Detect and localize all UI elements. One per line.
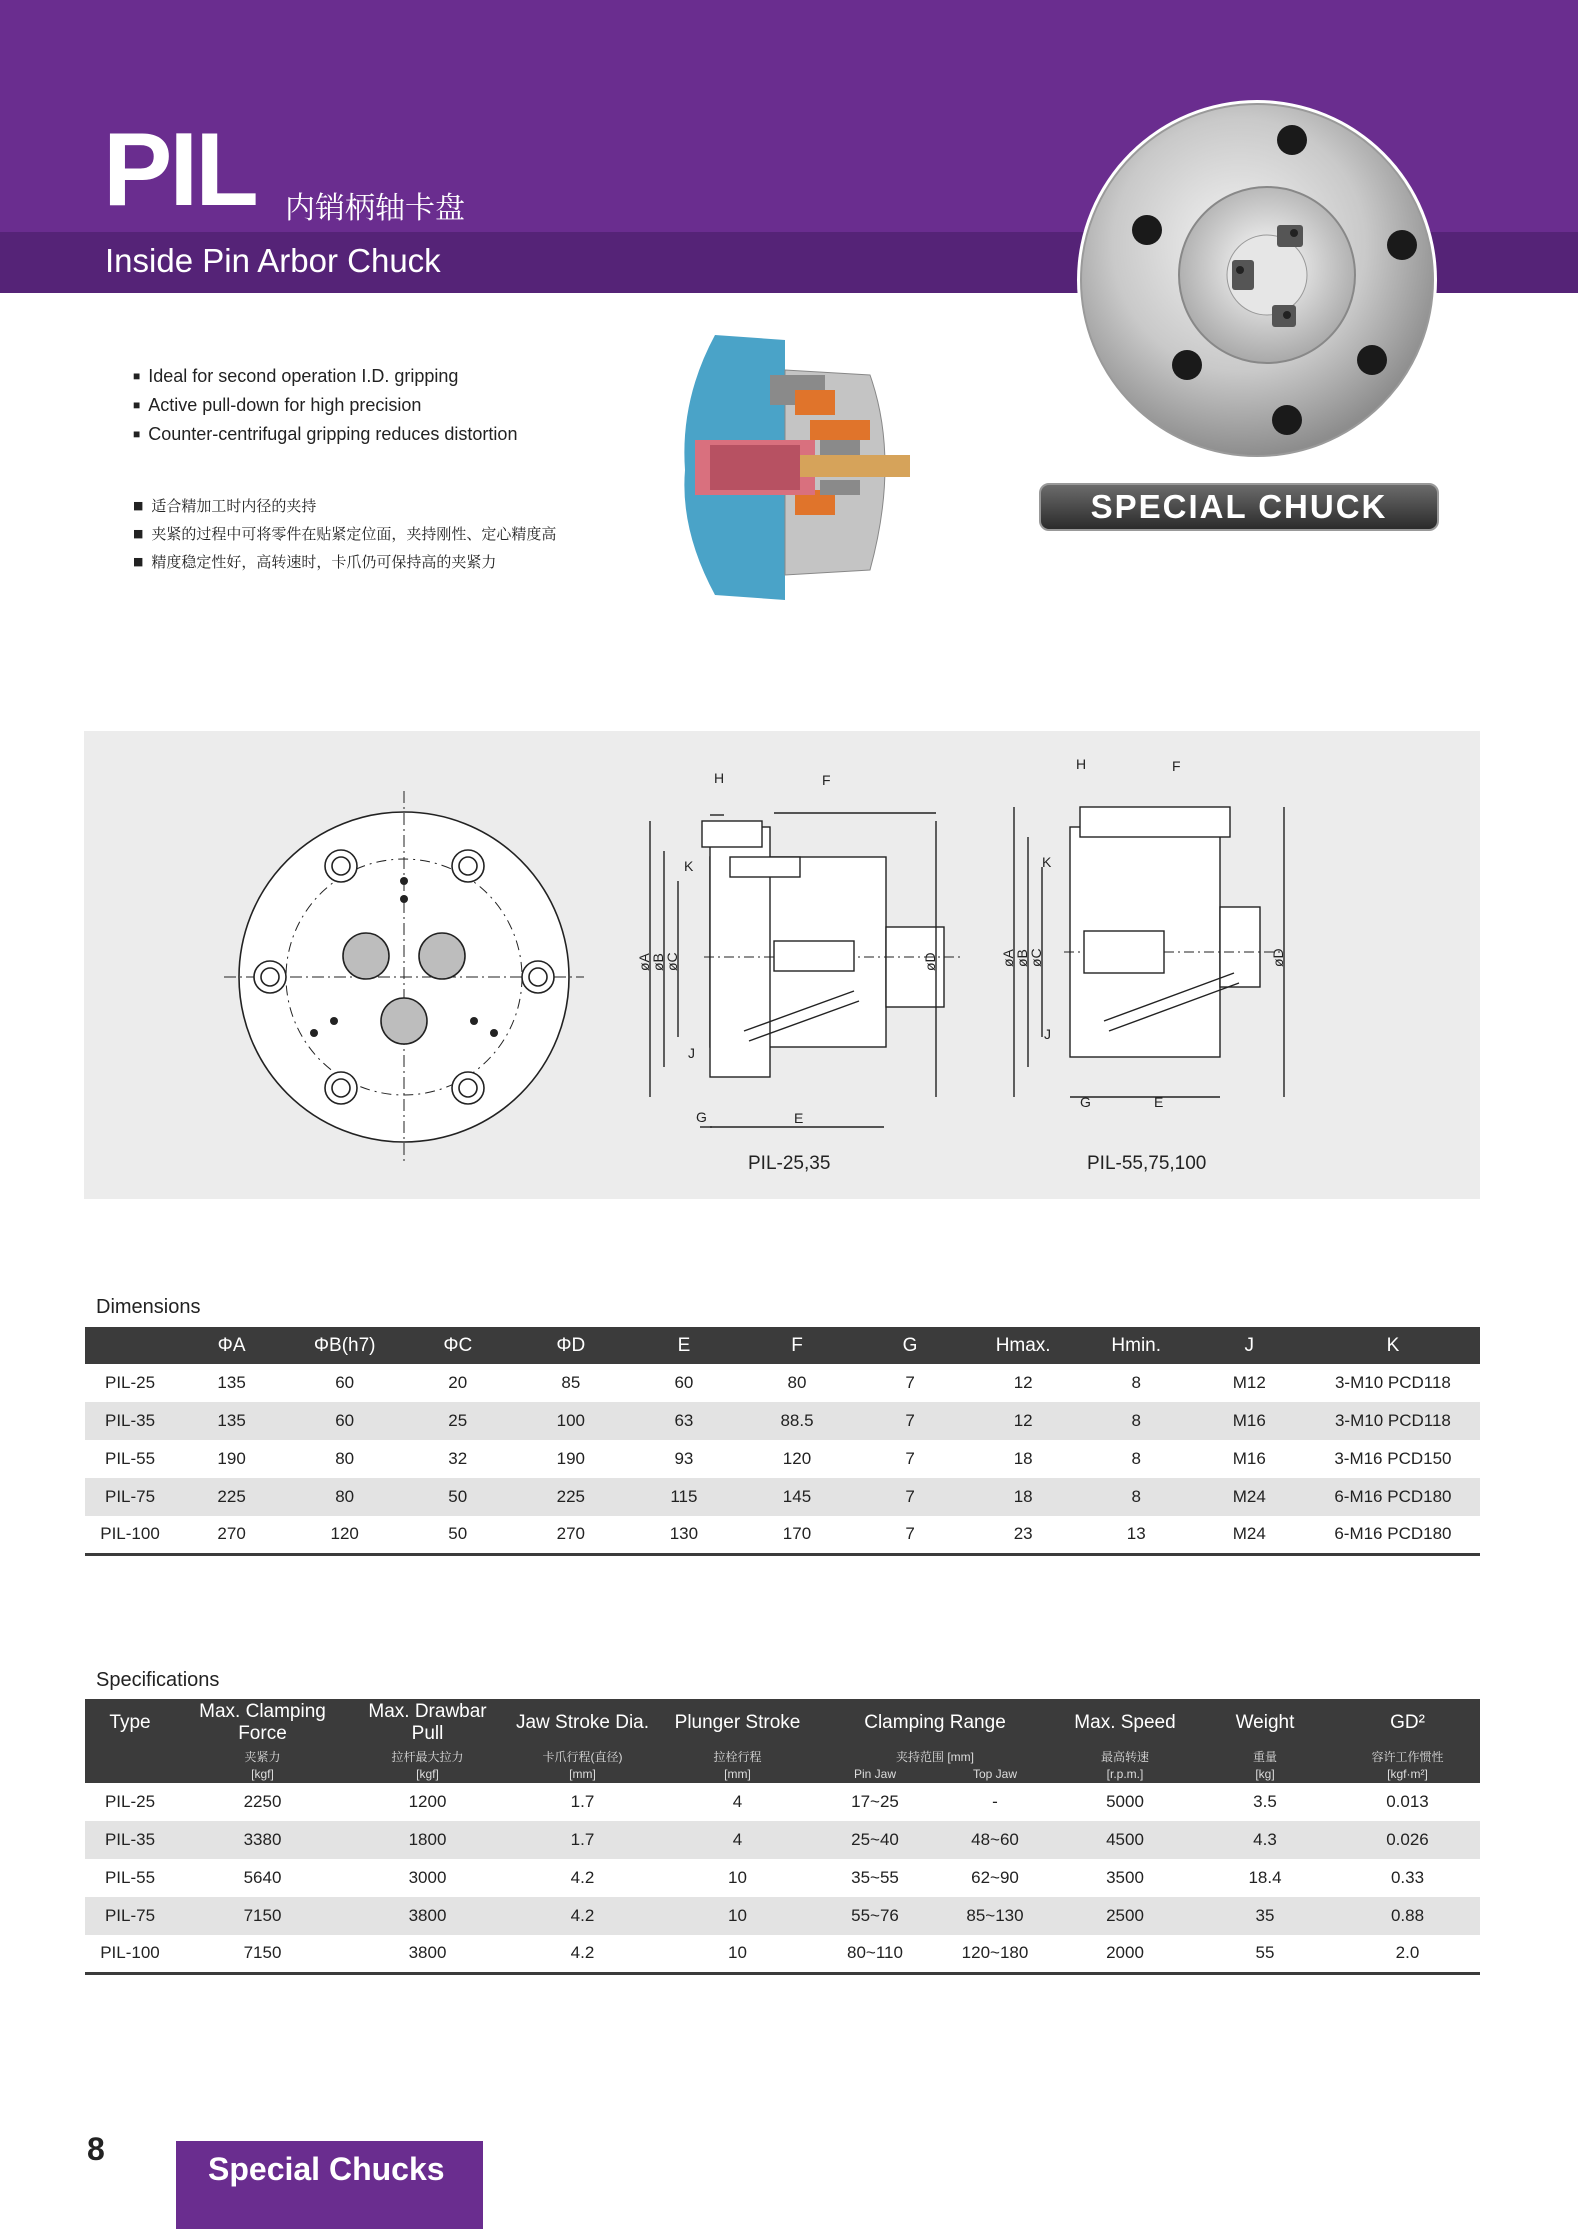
- label-g-2: G: [1080, 1094, 1091, 1110]
- table-cell: 3800: [408, 1943, 447, 1963]
- table-cell: 20: [448, 1373, 468, 1392]
- table-cell: 4.2: [505, 1897, 660, 1935]
- column-header: E: [627, 1327, 740, 1364]
- table-cell: 80: [288, 1478, 401, 1516]
- table-cell: 18.4: [1248, 1868, 1282, 1887]
- feature-item-cn: ■ 适合精加工时内径的夹持: [133, 493, 556, 521]
- label-k-2: K: [1042, 854, 1052, 870]
- table-cell: 5640: [243, 1868, 282, 1887]
- column-unit: [kg]: [1195, 1765, 1335, 1783]
- table-cell: PIL-100: [100, 1524, 160, 1544]
- table-cell: 4.2: [570, 1943, 595, 1963]
- specifications-unit-row: [85, 1765, 1480, 1783]
- table-cell: M16: [1193, 1402, 1306, 1440]
- table-cell: 88.5: [740, 1402, 853, 1440]
- table-cell: 0.013: [1386, 1792, 1429, 1811]
- table-cell: 145: [740, 1478, 853, 1516]
- column-header-cn: 最高转速: [1055, 1747, 1195, 1765]
- feature-item: ■ Ideal for second operation I.D. gripping: [133, 363, 517, 392]
- table-cell: 63: [627, 1402, 740, 1440]
- drawing-panel: [84, 731, 1480, 1199]
- dimensions-header-row: [85, 1327, 1480, 1364]
- table-cell: 4: [732, 1792, 743, 1811]
- column-header: ΦA: [175, 1327, 288, 1364]
- table-cell: 10: [728, 1868, 747, 1887]
- column-header-cn: 拉栓行程: [660, 1747, 815, 1765]
- column-header-cn: 重量: [1195, 1747, 1335, 1765]
- table-cell: 25~40: [815, 1821, 935, 1859]
- model-subtitle: Inside Pin Arbor Chuck: [105, 242, 441, 279]
- table-cell: 4.2: [570, 1868, 595, 1887]
- column-header: Plunger Stroke: [660, 1699, 815, 1747]
- table-cell: 120: [330, 1524, 359, 1544]
- table-cell: 8: [1080, 1402, 1193, 1440]
- column-header: J: [1193, 1327, 1306, 1364]
- table-cell: 60: [335, 1373, 355, 1392]
- table-cell: 7: [905, 1524, 915, 1544]
- table-cell: 50: [448, 1524, 468, 1544]
- cutaway-illustration: [675, 330, 915, 605]
- column-header: F: [740, 1327, 853, 1364]
- label-b-2: øB: [1014, 949, 1030, 967]
- table-cell: 3380: [175, 1821, 350, 1859]
- table-cell: 25: [401, 1402, 514, 1440]
- table-cell: 13: [1126, 1524, 1146, 1544]
- table-cell: 7150: [175, 1897, 350, 1935]
- feature-list-cn: [133, 493, 556, 577]
- column-unit: [r.p.m.]: [1055, 1765, 1195, 1783]
- dimensions-table: [85, 1327, 1480, 1556]
- label-f: F: [822, 772, 831, 788]
- table-cell: 10: [728, 1943, 747, 1963]
- footer-section-label: Special Chucks: [208, 2151, 445, 2187]
- table-cell: PIL-75: [85, 1897, 175, 1935]
- table-cell: 3-M10 PCD118: [1334, 1373, 1451, 1392]
- column-header: Max. Drawbar Pull: [350, 1699, 505, 1747]
- table-cell: 60: [674, 1373, 694, 1392]
- column-unit: [kgf]: [350, 1765, 505, 1783]
- table-cell: 17~25: [851, 1792, 899, 1811]
- table-cell: 135: [175, 1402, 288, 1440]
- table-cell: 18: [967, 1478, 1080, 1516]
- table-cell: 190: [217, 1449, 246, 1468]
- column-unit: [kgf·m²]: [1335, 1765, 1480, 1783]
- column-header: Clamping Range: [815, 1699, 1055, 1747]
- table-cell: 8: [1131, 1373, 1141, 1392]
- table-cell: -: [992, 1792, 998, 1811]
- table-cell: 80~110: [847, 1943, 903, 1963]
- column-header-cn: 拉杆最大拉力: [350, 1747, 505, 1765]
- feature-item-cn: ■ 夹紧的过程中可将零件在贴紧定位面，夹持刚性、定心精度高: [133, 521, 556, 549]
- side-view-large: [1014, 807, 1284, 1097]
- table-row: [85, 1897, 1480, 1935]
- column-header: Max. Clamping Force: [175, 1699, 350, 1747]
- label-g: G: [696, 1109, 707, 1125]
- label-k: K: [684, 858, 694, 874]
- column-header-cn: 夹持范围 [mm]: [815, 1747, 1055, 1765]
- table-cell: 0.88: [1335, 1897, 1480, 1935]
- label-a: øA: [636, 953, 652, 971]
- table-cell: 85: [561, 1373, 581, 1392]
- table-cell: 7: [854, 1402, 967, 1440]
- column-header: ΦC: [401, 1327, 514, 1364]
- column-header: G: [854, 1327, 967, 1364]
- table-cell: 80: [335, 1449, 355, 1468]
- table-cell: 225: [514, 1478, 627, 1516]
- table-cell: 4500: [1055, 1821, 1195, 1859]
- table-cell: 60: [288, 1402, 401, 1440]
- technical-drawings: [84, 731, 1480, 1199]
- column-header: [85, 1327, 175, 1364]
- table-row: [85, 1935, 1480, 1973]
- column-header: GD²: [1335, 1699, 1480, 1747]
- label-b: øB: [650, 953, 666, 971]
- table-cell: 3000: [408, 1868, 447, 1887]
- dimensions-title: Dimensions: [96, 1296, 201, 1318]
- table-cell: 2250: [243, 1792, 282, 1811]
- table-cell: 48~60: [935, 1821, 1055, 1859]
- drawing-caption-large: PIL-55,75,100: [1087, 1153, 1207, 1174]
- table-row: [85, 1783, 1480, 1821]
- table-row: [85, 1440, 1480, 1478]
- column-unit: [mm]: [660, 1765, 815, 1783]
- specifications-title: Specifications: [96, 1669, 220, 1691]
- model-title: PIL: [103, 112, 256, 228]
- table-cell: 8: [1080, 1478, 1193, 1516]
- table-cell: 130: [669, 1524, 699, 1544]
- table-cell: 3800: [350, 1897, 505, 1935]
- column-header-cn: 卡爪行程(直径): [505, 1747, 660, 1765]
- column-header: Hmin.: [1080, 1327, 1193, 1364]
- column-header: Hmax.: [967, 1327, 1080, 1364]
- specifications-table: [85, 1699, 1480, 1975]
- column-header-cn: [85, 1747, 175, 1765]
- table-cell: 35: [1195, 1897, 1335, 1935]
- table-cell: 270: [556, 1524, 586, 1544]
- label-e: E: [794, 1110, 804, 1126]
- table-cell: 7: [854, 1478, 967, 1516]
- label-d: øD: [922, 952, 938, 971]
- table-row: [85, 1821, 1480, 1859]
- table-row: [85, 1859, 1480, 1897]
- table-cell: 23: [1013, 1524, 1033, 1544]
- label-h-2: H: [1076, 756, 1087, 772]
- table-cell: 115: [627, 1478, 740, 1516]
- table-cell: M24: [1232, 1524, 1266, 1544]
- table-cell: 55: [1255, 1943, 1275, 1963]
- label-a-2: øA: [1000, 949, 1016, 967]
- table-row: [85, 1364, 1480, 1402]
- table-cell: PIL-55: [104, 1868, 156, 1887]
- label-h: H: [714, 770, 725, 786]
- table-cell: 3.5: [1253, 1792, 1277, 1811]
- label-j-2: J: [1044, 1026, 1051, 1042]
- table-cell: 7: [905, 1449, 915, 1468]
- table-cell: 1800: [350, 1821, 505, 1859]
- table-cell: 7: [905, 1373, 915, 1392]
- label-e-2: E: [1154, 1094, 1164, 1110]
- column-header: ΦB(h7): [288, 1327, 401, 1364]
- front-view-drawing: [224, 791, 584, 1161]
- table-cell: PIL-35: [85, 1402, 175, 1440]
- drawing-caption-small: PIL-25,35: [748, 1153, 831, 1174]
- column-header: Jaw Stroke Dia.: [505, 1699, 660, 1747]
- table-cell: 190: [556, 1449, 586, 1468]
- feature-item: ■ Active pull-down for high precision: [133, 392, 517, 421]
- label-c-2: øC: [1028, 948, 1044, 967]
- table-cell: 4.3: [1195, 1821, 1335, 1859]
- table-cell: 270: [217, 1524, 246, 1544]
- special-chuck-badge: SPECIAL CHUCK: [1039, 483, 1439, 531]
- table-cell: 120~180: [961, 1943, 1029, 1963]
- column-unit: Top Jaw: [935, 1765, 1055, 1783]
- table-cell: 1.7: [570, 1792, 595, 1811]
- column-header: Weight: [1195, 1699, 1335, 1747]
- table-cell: 2500: [1055, 1897, 1195, 1935]
- table-cell: M24: [1193, 1478, 1306, 1516]
- table-cell: 0.026: [1335, 1821, 1480, 1859]
- column-header: K: [1306, 1327, 1480, 1364]
- table-cell: PIL-55: [104, 1449, 156, 1468]
- table-cell: 1.7: [505, 1821, 660, 1859]
- table-cell: 18: [1013, 1449, 1033, 1468]
- column-header-cn: 容许工作惯性: [1335, 1747, 1480, 1765]
- table-cell: 2000: [1106, 1943, 1144, 1963]
- table-cell: 225: [175, 1478, 288, 1516]
- table-cell: 5000: [1106, 1792, 1144, 1811]
- table-cell: PIL-35: [85, 1821, 175, 1859]
- label-d-2: øD: [1270, 948, 1286, 967]
- column-unit: [kgf]: [175, 1765, 350, 1783]
- column-unit: [mm]: [505, 1765, 660, 1783]
- side-view-small: [650, 813, 964, 1127]
- table-cell: 12: [967, 1402, 1080, 1440]
- table-cell: 2.0: [1395, 1943, 1420, 1963]
- table-cell: 62~90: [971, 1868, 1019, 1887]
- table-cell: 3-M16 PCD150: [1334, 1449, 1452, 1468]
- specifications-header-row: [85, 1699, 1480, 1747]
- table-cell: 80: [787, 1373, 807, 1392]
- column-header: Type: [85, 1699, 175, 1747]
- table-cell: 100: [514, 1402, 627, 1440]
- table-cell: 170: [782, 1524, 812, 1544]
- column-header-cn: 夹紧力: [175, 1747, 350, 1765]
- feature-list-en: [133, 363, 517, 450]
- table-cell: 7150: [243, 1943, 282, 1963]
- column-header: Max. Speed: [1055, 1699, 1195, 1747]
- feature-item-cn: ■ 精度稳定性好，高转速时，卡爪仍可保持高的夹紧力: [133, 549, 556, 577]
- model-title-cn: 内销柄轴卡盘: [285, 191, 465, 226]
- feature-item: ■ Counter-centrifugal gripping reduces distortion: [133, 421, 517, 450]
- label-j: J: [688, 1045, 695, 1061]
- table-cell: 50: [401, 1478, 514, 1516]
- table-cell: 3500: [1106, 1868, 1144, 1887]
- table-cell: 12: [1013, 1373, 1033, 1392]
- table-cell: M12: [1232, 1373, 1266, 1392]
- chuck-photo: [1072, 95, 1442, 465]
- table-cell: 93: [674, 1449, 694, 1468]
- table-cell: 6-M16 PCD180: [1306, 1478, 1480, 1516]
- table-cell: 85~130: [935, 1897, 1055, 1935]
- specifications-cn-row: [85, 1747, 1480, 1765]
- table-cell: PIL-25: [104, 1792, 156, 1811]
- table-row: [85, 1516, 1480, 1554]
- table-row: [85, 1478, 1480, 1516]
- label-c: øC: [664, 952, 680, 971]
- table-cell: 0.33: [1390, 1868, 1425, 1887]
- table-cell: 6-M16 PCD180: [1334, 1524, 1452, 1544]
- column-unit: [85, 1765, 175, 1783]
- table-cell: PIL-75: [85, 1478, 175, 1516]
- table-cell: 32: [448, 1449, 468, 1468]
- table-cell: 135: [217, 1373, 246, 1392]
- table-row: [85, 1402, 1480, 1440]
- table-cell: 8: [1131, 1449, 1141, 1468]
- table-cell: 120: [782, 1449, 812, 1468]
- table-cell: 3-M10 PCD118: [1306, 1402, 1480, 1440]
- table-cell: 1200: [408, 1792, 447, 1811]
- table-cell: 4: [660, 1821, 815, 1859]
- table-cell: M16: [1232, 1449, 1266, 1468]
- page-number: 8: [87, 2131, 105, 2167]
- table-cell: 55~76: [815, 1897, 935, 1935]
- table-cell: 35~55: [851, 1868, 899, 1887]
- column-header: ΦD: [514, 1327, 627, 1364]
- table-cell: 10: [660, 1897, 815, 1935]
- table-cell: PIL-100: [100, 1943, 160, 1963]
- label-f-2: F: [1172, 758, 1181, 774]
- table-cell: PIL-25: [104, 1373, 156, 1392]
- column-unit: Pin Jaw: [815, 1765, 935, 1783]
